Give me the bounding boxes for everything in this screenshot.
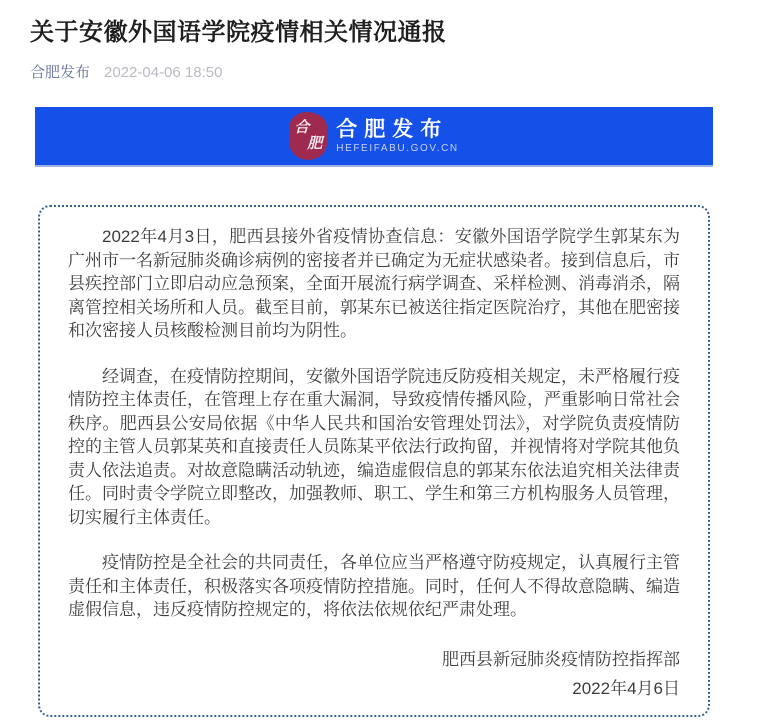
- signature-date: 2022年4月6日: [572, 678, 680, 698]
- signature-organization: 肥西县新冠肺炎疫情防控指挥部: [442, 649, 680, 669]
- publish-timestamp: 2022-04-06 18:50: [104, 64, 223, 82]
- hefeifabu-banner: [35, 107, 713, 167]
- source-link[interactable]: 合肥发布: [30, 64, 91, 82]
- notice-paragraph-2: 经调查，在疫情防控期间，安徽外国语学院违反防疫相关规定，未严格履行疫情防控主体责任，在管理上存在重大漏洞，导致疫情传播风险，严重影响日常社会秩序。肥西县公安局依据《中华人民共和国治安管理处罚法》，对学院负责疫情防控的主管人员郭某英和直接责任人员陈某平依法行政拘留，并视情将对学院其他负责人依法追责。对故意隐瞒活动轨迹，编造虚假信息的郭某东依法追究相关法律责任。同时责令学院立即整改，加强教师、职工、学生和第三方机构服务人员管理，切实履行主体责任。: [68, 366, 680, 527]
- seal-char-top: 合: [294, 119, 310, 137]
- seal-char-bottom: 肥: [307, 135, 323, 153]
- banner-brand-url: HEFEIFABU.GOV.CN: [336, 142, 459, 154]
- notice-box: [38, 205, 710, 717]
- notice-paragraph-1: 2022年4月3日，肥西县接外省疫情协查信息：安徽外国语学院学生郭某东为广州市一名新冠肺炎确诊病例的密接者并已确定为无症状感染者。接到信息后，市县疾控部门立即启动应急预案，全面开展流行病学调查、采样检测、消毒消杀，隔离管控相关场所和人员。截至目前，郭某东已被送往指定医院治疗，其他在肥密接和次密接人员核酸检测目前均为阴性。: [68, 227, 680, 341]
- hefeifabu-logo-group: [289, 112, 458, 160]
- hefei-seal-icon: [289, 112, 327, 160]
- banner-brand: [336, 118, 458, 155]
- notice-paragraph-3: 疫情防控是全社会的共同责任，各单位应当严格遵守防疫规定，认真履行主管责任和主体责任，积极落实各项疫情防控措施。同时，任何人不得故意隐瞒、编造虚假信息，违反疫情防控规定的，将依法依规依纪严肃处理。: [68, 553, 680, 620]
- notice-signature: [68, 648, 680, 701]
- banner-brand-name: 合肥发布: [336, 117, 449, 141]
- article-meta: [30, 61, 732, 82]
- article-title: 关于安徽外国语学院疫情相关情况通报: [30, 19, 447, 46]
